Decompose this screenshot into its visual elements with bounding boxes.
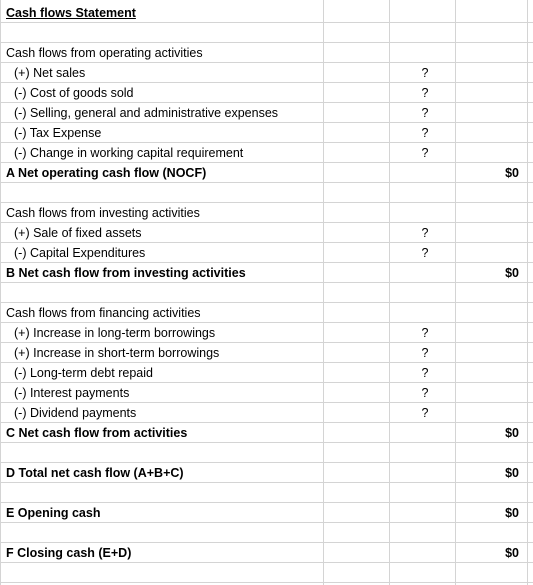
value-placeholder-cell[interactable]: ? (421, 366, 429, 380)
value-placeholder-cell[interactable]: ? (421, 86, 429, 100)
sheet-row[interactable] (0, 403, 533, 423)
sheet-row[interactable] (0, 343, 533, 363)
total-label: A Net operating cash flow (NOCF) (6, 166, 207, 180)
sheet-row[interactable] (0, 443, 533, 463)
value-placeholder-cell[interactable]: ? (421, 246, 429, 260)
sheet-title: Cash flows Statement (6, 6, 136, 20)
value-placeholder-cell[interactable]: ? (421, 386, 429, 400)
total-label: F Closing cash (E+D) (6, 546, 132, 560)
line-item-label: (-) Interest payments (14, 386, 130, 400)
sheet-row[interactable] (0, 323, 533, 343)
sheet-row[interactable] (0, 283, 533, 303)
total-amount-cell[interactable]: $0 (505, 266, 519, 280)
value-placeholder-cell[interactable]: ? (421, 126, 429, 140)
section-heading: Cash flows from operating activities (6, 46, 203, 60)
line-item-label: (+) Increase in long-term borrowings (14, 326, 216, 340)
sheet-row[interactable] (0, 383, 533, 403)
sheet-row[interactable] (0, 203, 533, 223)
section-heading: Cash flows from investing activities (6, 206, 200, 220)
value-placeholder-cell[interactable]: ? (421, 226, 429, 240)
sheet-row[interactable] (0, 63, 533, 83)
sheet-row[interactable] (0, 223, 533, 243)
line-item-label: (+) Increase in short-term borrowings (14, 346, 220, 360)
sheet-row[interactable] (0, 83, 533, 103)
sheet-row[interactable] (0, 503, 533, 523)
sheet-row[interactable] (0, 183, 533, 203)
line-item-label: (+) Net sales (14, 66, 86, 80)
total-amount-cell[interactable]: $0 (505, 466, 519, 480)
line-item-label: (-) Dividend payments (14, 406, 137, 420)
sheet-row[interactable] (0, 363, 533, 383)
sheet-row[interactable] (0, 563, 533, 583)
total-label: B Net cash flow from investing activities (6, 266, 246, 280)
sheet-row[interactable] (0, 123, 533, 143)
section-heading: Cash flows from financing activities (6, 306, 201, 320)
total-amount-cell[interactable]: $0 (505, 426, 519, 440)
sheet-row[interactable] (0, 23, 533, 43)
sheet-row[interactable] (0, 463, 533, 483)
sheet-row[interactable] (0, 43, 533, 63)
sheet-row[interactable] (0, 163, 533, 183)
value-placeholder-cell[interactable]: ? (421, 146, 429, 160)
line-item-label: (-) Selling, general and administrative expenses (14, 106, 279, 120)
line-item-label: (-) Cost of goods sold (14, 86, 134, 100)
value-placeholder-cell[interactable]: ? (421, 106, 429, 120)
value-placeholder-cell[interactable]: ? (421, 406, 429, 420)
total-label: D Total net cash flow (A+B+C) (6, 466, 184, 480)
value-placeholder-cell[interactable]: ? (421, 66, 429, 80)
sheet-row[interactable] (0, 3, 533, 23)
line-item-label: (-) Capital Expenditures (14, 246, 146, 260)
sheet-row[interactable] (0, 543, 533, 563)
total-label: C Net cash flow from activities (6, 426, 188, 440)
sheet-row[interactable] (0, 483, 533, 503)
sheet-row[interactable] (0, 303, 533, 323)
total-amount-cell[interactable]: $0 (505, 546, 519, 560)
total-amount-cell[interactable]: $0 (505, 506, 519, 520)
total-amount-cell[interactable]: $0 (505, 166, 519, 180)
total-label: E Opening cash (6, 506, 101, 520)
line-item-label: (-) Change in working capital requirement (14, 146, 244, 160)
line-item-label: (-) Long-term debt repaid (14, 366, 153, 380)
line-item-label: (-) Tax Expense (14, 126, 102, 140)
sheet-row[interactable] (0, 103, 533, 123)
sheet-row[interactable] (0, 523, 533, 543)
line-item-label: (+) Sale of fixed assets (14, 226, 142, 240)
sheet-row[interactable] (0, 243, 533, 263)
value-placeholder-cell[interactable]: ? (421, 326, 429, 340)
sheet-row[interactable] (0, 263, 533, 283)
sheet-row[interactable] (0, 143, 533, 163)
value-placeholder-cell[interactable]: ? (421, 346, 429, 360)
sheet-row[interactable] (0, 423, 533, 443)
